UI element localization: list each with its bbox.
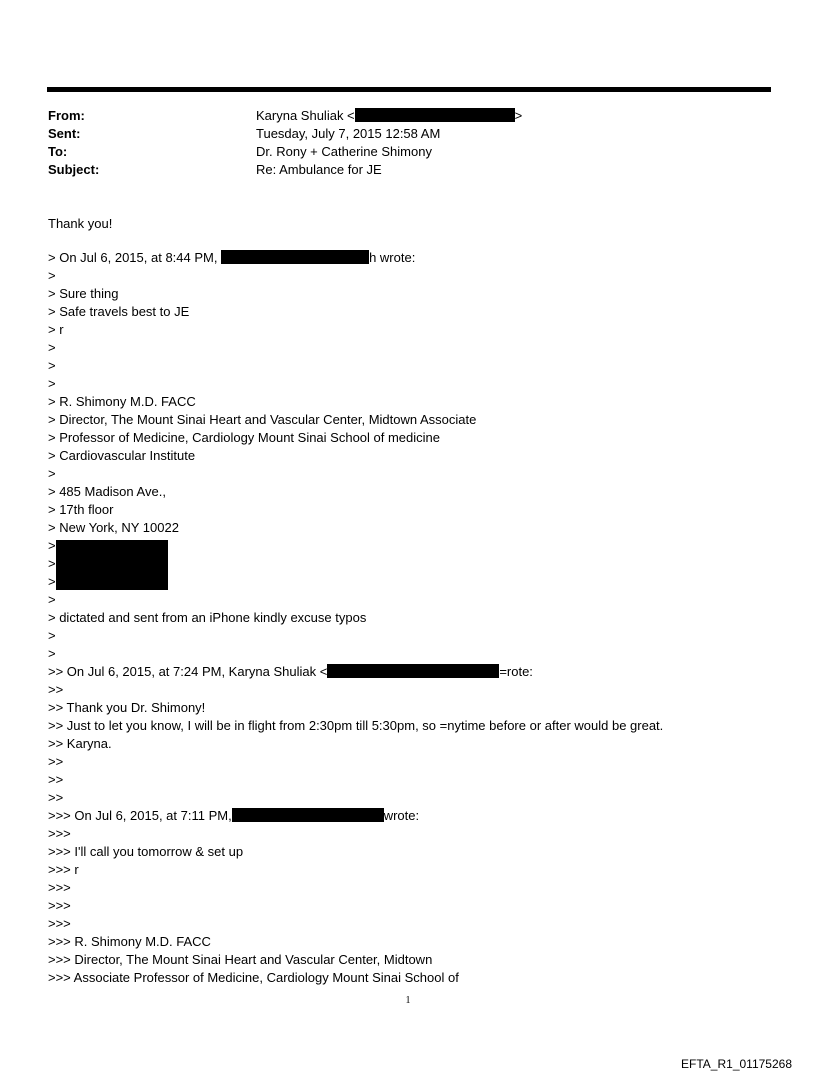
quote-line: > <box>48 538 56 553</box>
quote-line: > <box>48 376 56 391</box>
quote-line: > <box>48 268 56 283</box>
quote-line: >> Thank you Dr. Shimony! <box>48 700 206 715</box>
quote-text: >> On Jul 6, 2015, at 7:24 PM, Karyna Shuliak < <box>48 664 328 679</box>
to-row <box>48 143 748 161</box>
email-body <box>48 215 788 987</box>
quote-line: > New York, NY 10022 <box>48 520 179 535</box>
from-value <box>256 107 522 125</box>
page-number: 1 <box>405 995 411 1006</box>
redaction-box <box>232 808 384 822</box>
subject-row <box>48 161 748 179</box>
subject-label: Subject: <box>48 162 100 177</box>
quote-line: >> <box>48 682 64 697</box>
sent-label: Sent: <box>48 126 81 141</box>
quote-line: > <box>48 628 56 643</box>
redaction-block <box>56 540 168 590</box>
to-label: To: <box>48 144 68 159</box>
quote-line: > <box>48 592 56 607</box>
quote-text: wrote: <box>383 808 420 823</box>
quote-line: >>> Director, The Mount Sinai Heart and Vascular Center, Midtown <box>48 952 433 967</box>
quote-line: > Sure thing <box>48 286 119 301</box>
subject-value: Re: Ambulance for JE <box>256 162 382 177</box>
document-id: EFTA_R1_01175268 <box>681 1057 792 1071</box>
quote-line: > r <box>48 322 64 337</box>
quote-text: h wrote: <box>369 250 416 265</box>
email-header <box>48 107 748 179</box>
quote-line: >> <box>48 790 64 805</box>
greeting: Thank you! <box>48 216 113 231</box>
quote-line: > Professor of Medicine, Cardiology Mount Sinai School of medicine <box>48 430 441 445</box>
quote-line: > dictated and sent from an iPhone kindly excuse typos <box>48 610 367 625</box>
quote-line <box>48 249 788 267</box>
quote-line: >>> <box>48 826 71 841</box>
quote-line: >>> <box>48 898 71 913</box>
quote-line: > Director, The Mount Sinai Heart and Vascular Center, Midtown Associate <box>48 412 477 427</box>
quote-line: >> Just to let you know, I will be in flight from 2:30pm till 5:30pm, so =nytime before or after would be great. <box>48 718 664 733</box>
quote-line: > 17th floor <box>48 502 114 517</box>
quote-line: > <box>48 466 56 481</box>
quote-text: > On Jul 6, 2015, at 8:44 PM, <box>48 250 222 265</box>
header-rule <box>47 87 771 92</box>
from-close: > <box>514 108 523 123</box>
quote-line <box>48 663 788 681</box>
quote-line: > Cardiovascular Institute <box>48 448 196 463</box>
quote-line: >>> R. Shimony M.D. FACC <box>48 934 211 949</box>
redaction-box <box>221 250 369 264</box>
quote-line: > <box>48 574 56 589</box>
from-row <box>48 107 748 125</box>
redaction-box <box>355 108 515 122</box>
from-name: Karyna Shuliak < <box>256 108 355 123</box>
quote-line: >> <box>48 772 64 787</box>
sent-row <box>48 125 748 143</box>
from-label: From: <box>48 108 85 123</box>
quote-line: >> <box>48 754 64 769</box>
quote-line: >>> <box>48 880 71 895</box>
quote-line: >>> r <box>48 862 79 877</box>
to-value: Dr. Rony + Catherine Shimony <box>256 144 432 159</box>
quote-line: > <box>48 556 56 571</box>
quote-line: > <box>48 340 56 355</box>
quote-line: > Safe travels best to JE <box>48 304 190 319</box>
quote-line: > 485 Madison Ave., <box>48 484 166 499</box>
quote-line: > <box>48 646 56 661</box>
quote-line: >>> <box>48 916 71 931</box>
quote-line: > R. Shimony M.D. FACC <box>48 394 196 409</box>
quote-line: >>> Associate Professor of Medicine, Cardiology Mount Sinai School of <box>48 970 459 985</box>
quote-line: >>> I'll call you tomorrow & set up <box>48 844 244 859</box>
quote-text: =rote: <box>499 664 533 679</box>
sent-value: Tuesday, July 7, 2015 12:58 AM <box>256 126 441 141</box>
quote-line: >> Karyna. <box>48 736 112 751</box>
quote-text: >>> On Jul 6, 2015, at 7:11 PM, <box>48 808 232 823</box>
redaction-box <box>327 664 499 678</box>
quote-line: > <box>48 358 56 373</box>
quote-line <box>48 807 788 825</box>
